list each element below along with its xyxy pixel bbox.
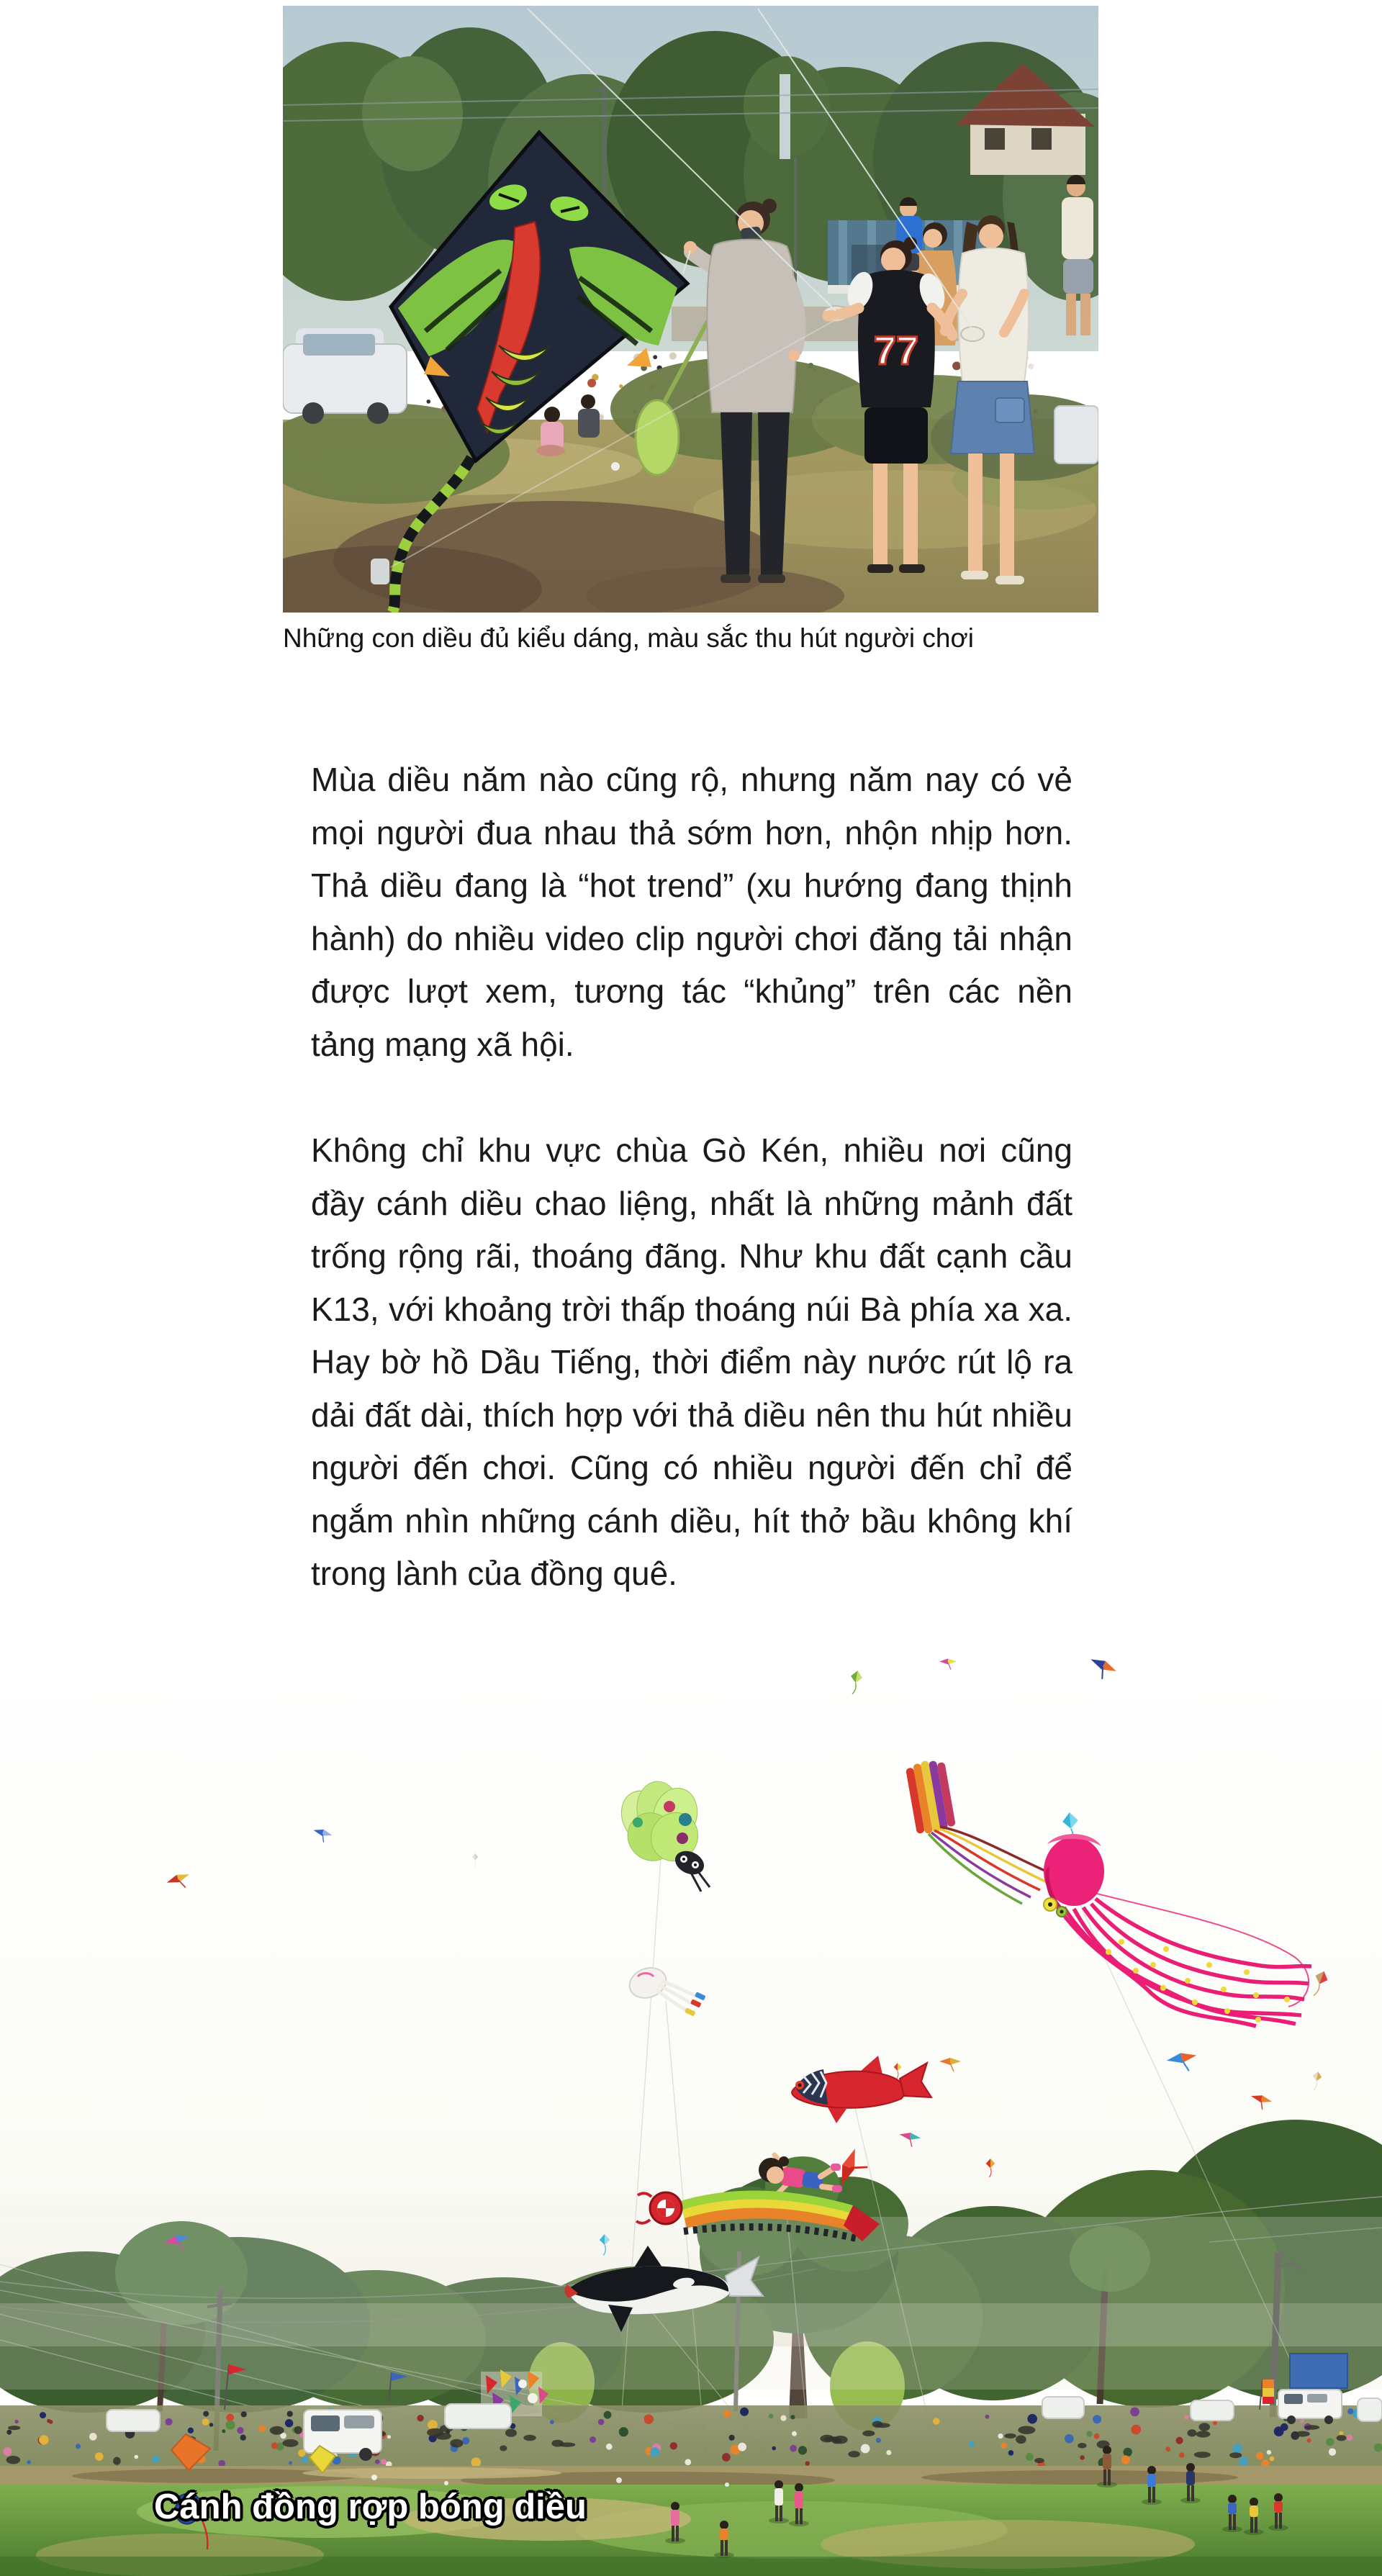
- white-car-right: [1054, 406, 1098, 464]
- blue-tarp-building: [1290, 2354, 1347, 2388]
- jersey-number: 77: [873, 327, 919, 373]
- photo-caption-bottom: Cánh đồng rợp bóng diều: [154, 2487, 587, 2526]
- article-paragraph: Mùa diều năm nào cũng rộ, nhưng năm nay có vẻ mọi người đua nhau thả sớm hơn, nhộn nhịp hơn. Thả diều đang là “hot trend” (xu hướng đang thịnh hành) do nhiều video clip người chơi đăng tải nhận được lượt xem, tương tác “khủng” trên các nền tảng mạng xã hội.: [311, 761, 1072, 1063]
- water-tower: [780, 74, 790, 159]
- water-bottle: [371, 559, 389, 584]
- photo-caption-top: Những con diều đủ kiểu dáng, màu sắc thu hút người chơi: [283, 623, 974, 653]
- article-body: [311, 754, 1072, 1654]
- article-paragraph: Không chỉ khu vực chùa Gò Kén, nhiều nơi cũng đầy cánh diều chao liệng, nhất là những mảnh đất trống rộng rãi, thoáng đãng. Như khu đất cạnh cầu K13, với khoảng trời thấp thoáng núi Bà phía xa xa. Hay bờ hồ Dầu Tiếng, thời điểm này nước rút lộ ra dải đất dài, thích hợp với thả diều nên thu hút nhiều người đến chơi. Cũng có nhiều người đến chỉ để ngắm nhìn những cánh diều, hít thở bầu không khí trong lành của đồng quê.: [311, 1131, 1072, 1592]
- photo-kite-field: [0, 1655, 1382, 2576]
- photo-kite-players: [283, 6, 1098, 613]
- white-van-right: [1278, 2390, 1342, 2424]
